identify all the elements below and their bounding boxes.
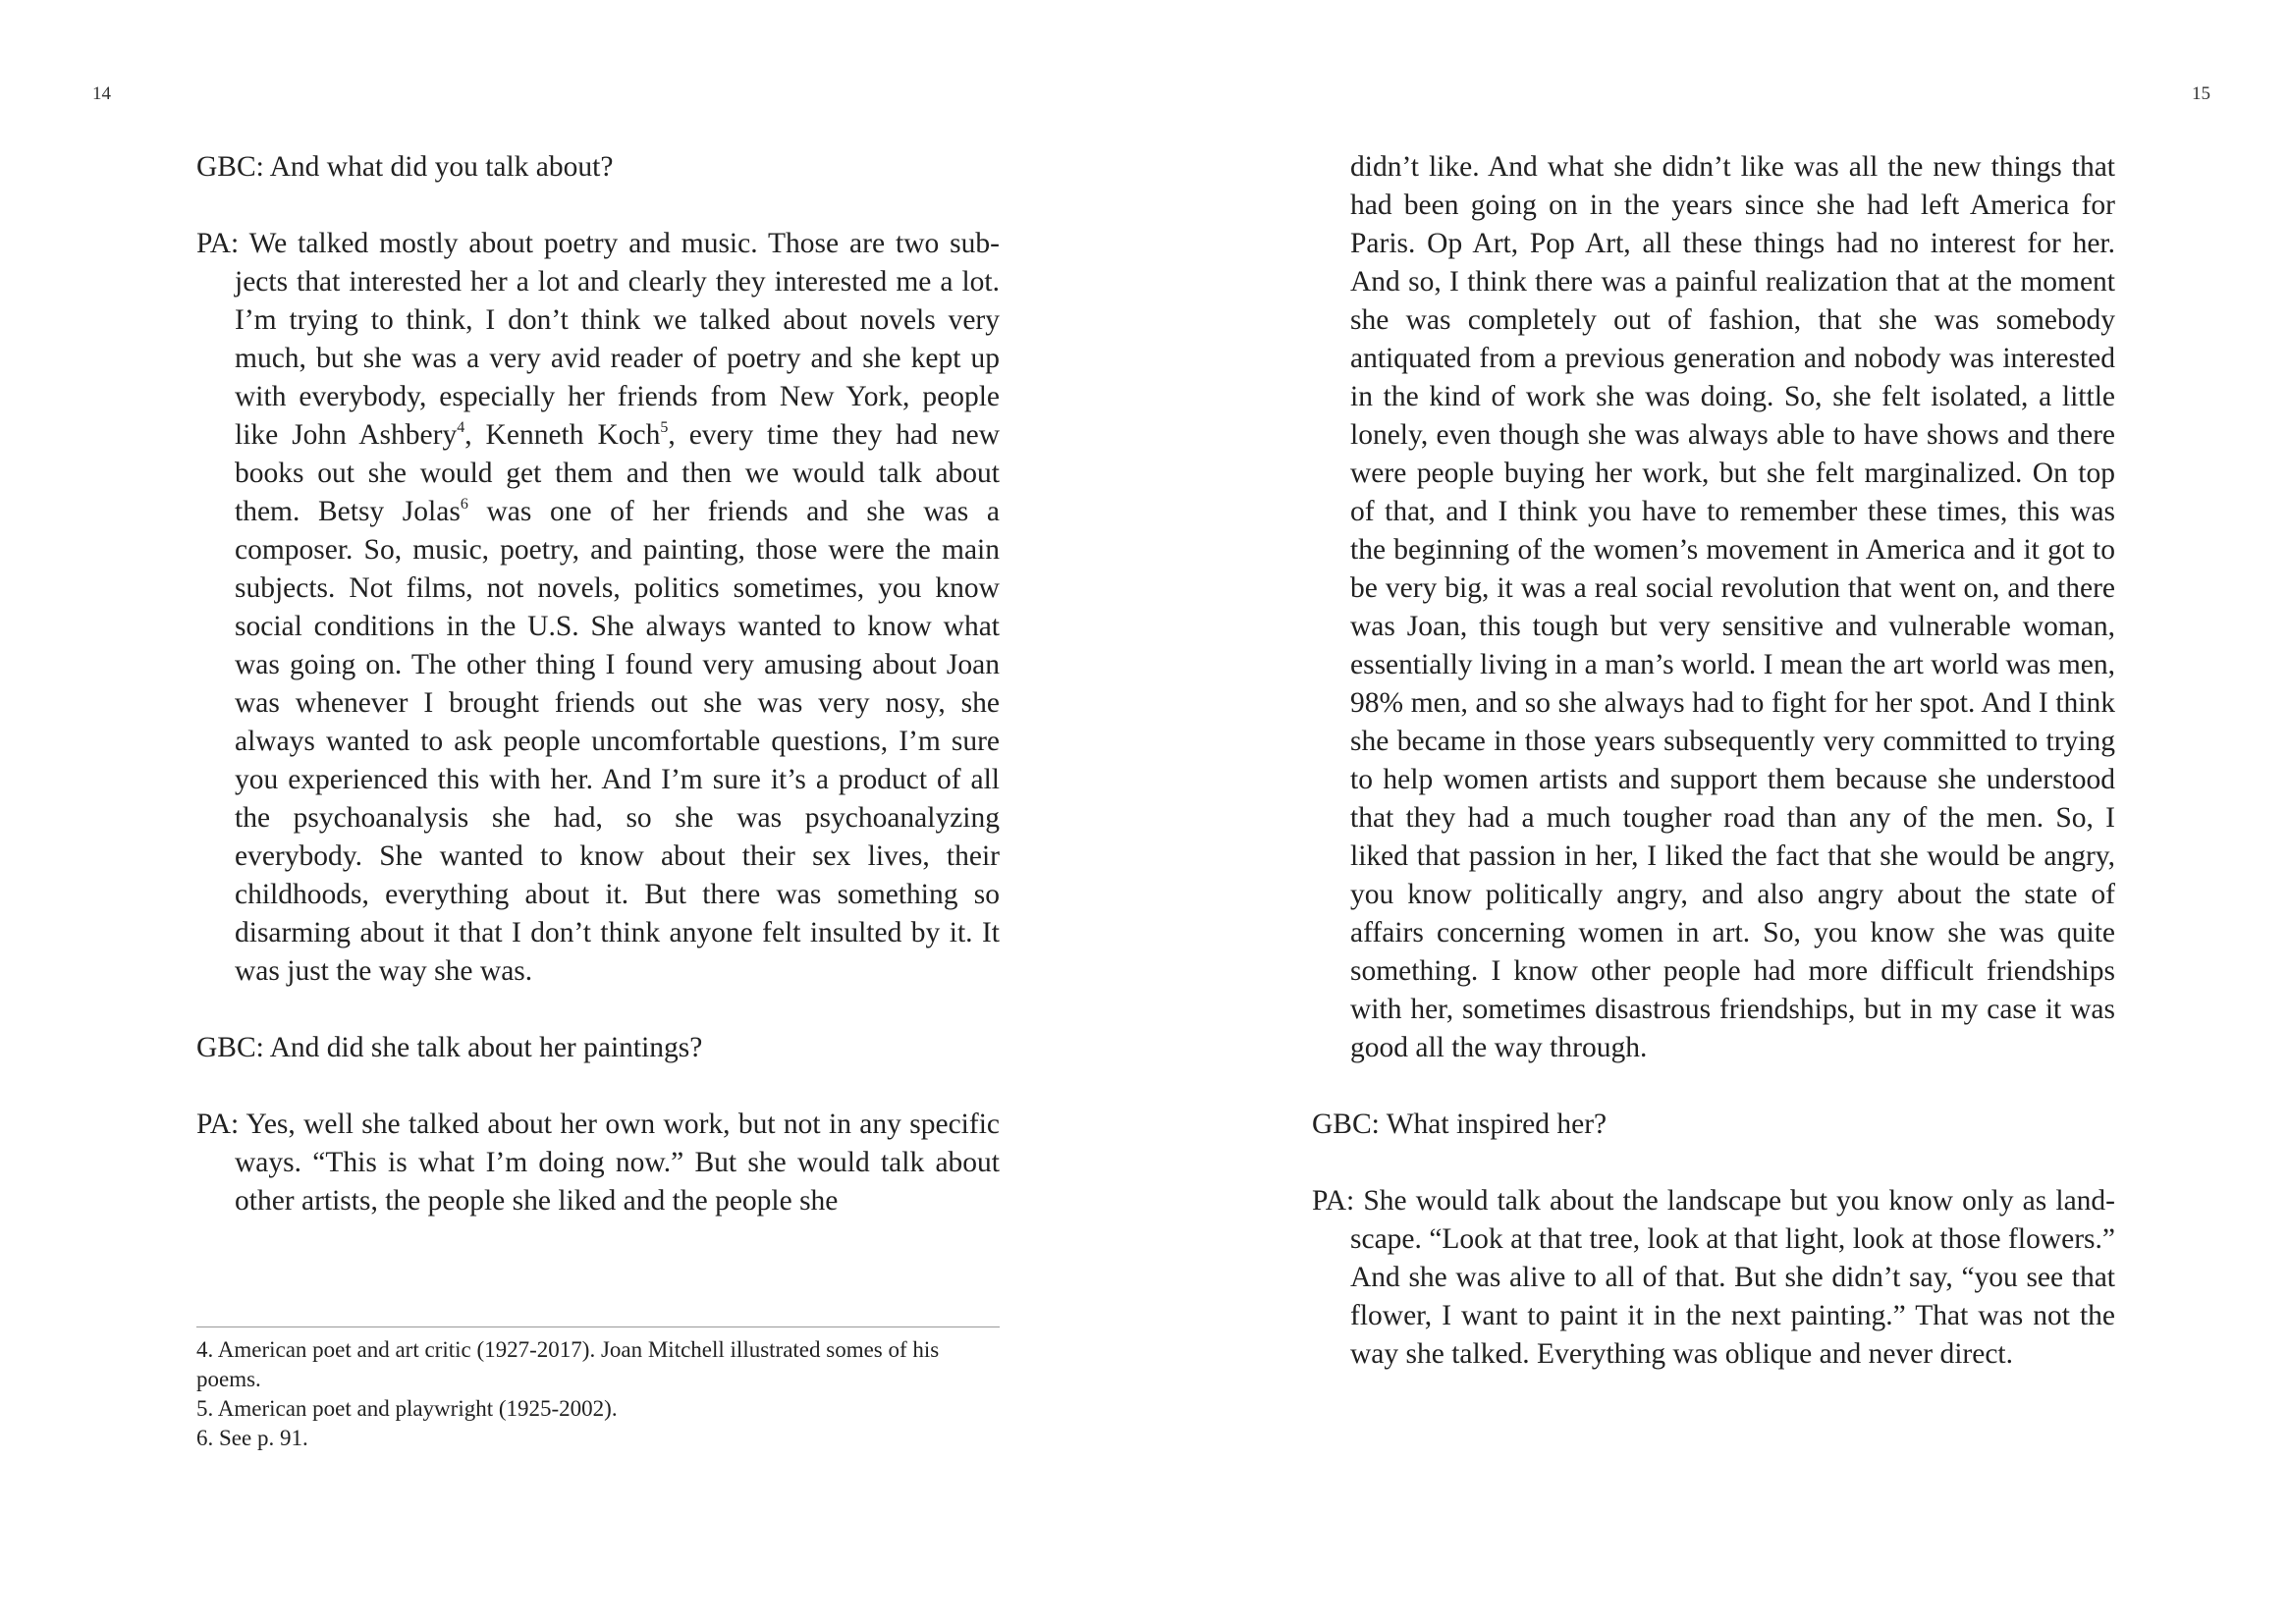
left-column xyxy=(196,148,1000,1220)
right-column xyxy=(1312,148,2115,1374)
paragraph-gbc-question-3: GBC: What inspired her? xyxy=(1312,1109,1608,1140)
footnote-5: 5. American poet and playwright (1925-2002). xyxy=(196,1396,618,1421)
paragraph-gbc-question-2: GBC: And did she talk about her paintings? xyxy=(196,1032,703,1063)
footnote-6: 6. See p. 91. xyxy=(196,1426,308,1450)
page-number-right: 15 xyxy=(2192,83,2210,104)
footnote-ref-5[interactable]: 5 xyxy=(660,419,669,436)
left-page xyxy=(0,0,1144,1624)
footnote-ref-6[interactable]: 6 xyxy=(460,496,468,513)
paragraph-segment: was one of her friends and she was a composer. So, music, poetry, and painting, those were the main subjects. Not films, not novels, politics sometimes, you know social conditions in the U.S. She always wanted to know what was going on. The other thing I found very amusing about Joan was whenever I brought friends out she was very nosy, she always wanted to ask people uncomfortable questions, I’m sure you experienced this with her. And I’m sure it’s a product of all the psychoanalysis she had, so she was psychoanalyzing everybody. She wanted to know about their sex lives, their childhoods, everything about it. But there was something so disarming about it that I don’t think anyone felt insulted by it. It was just the way she was. xyxy=(235,496,1000,987)
paragraph-pa-answer-3: PA: She would talk about the landscape but you know only as landscape. “Look at that tree, look at that light, look at those flowers.” And she was alive to all of that. But she didn’t say, “you see that flower, I want to paint it in the next painting.” That was not the way she talked. Everything was oblique and never direct. xyxy=(1312,1185,2115,1370)
footnote-ref-4[interactable]: 4 xyxy=(457,419,465,436)
paragraph-segment: , Kenneth Koch xyxy=(464,419,661,451)
paragraph-segment: , every time they had new books out she would get them and then we would talk about them. Betsy Jolas xyxy=(235,419,1000,527)
footnote-4: 4. American poet and art critic (1927-2017). Joan Mitchell illustrated somes of his poems. xyxy=(196,1337,940,1391)
paragraph-segment: PA: We talked mostly about poetry and music. Those are two subjects that interested her a lot and clearly they interested me a lot. I’m trying to think, I don’t think we talked about novels very much, but she was a very avid reader of poetry and she kept up with everybody, especially her friends from New York, people like John Ashbery xyxy=(196,228,1000,451)
footnotes xyxy=(196,1326,1000,1453)
paragraph-pa-answer-2: PA: Yes, well she talked about her own work, but not in any specific ways. “This is what I’m doing now.” But she would talk about other artists, the people she liked and the people she xyxy=(196,1109,1000,1217)
paragraph-gbc-question-1: GBC: And what did you talk about? xyxy=(196,151,614,183)
page-number-left: 14 xyxy=(92,83,111,104)
paragraph-pa-answer-continued: didn’t like. And what she didn’t like was all the new things that had been going on in the years since she had left America for Paris. Op Art, Pop Art, all these things had no interest for her. And so, I think there was a painful realization that at the moment she was completely out of fashion, that she was somebody antiquated from a previous generation and nobody was interested in the kind of work she was doing. So, she felt isolated, a little lonely, even though she was always able to have shows and there were people buying her work, but she felt marginalized. On top of that, and I think you have to remember these times, this was the beginning of the women’s movement in America and it got to be very big, it was a real social revolution that went on, and there was Joan, this tough but very sensitive and vulnerable woman, essentially living in a man’s world. I mean the art world was men, 98% men, and so she always had to fight for her spot. And I think she became in those years subsequently very committed to trying to help women artists and support them because she understood that they had a much tougher road than any of the men. So, I liked that passion in her, I liked the fact that she would be angry, you know politically angry, and also angry about the state of affairs concerning women in art. So, you know she was quite something. I know other people had more difficult friendships with her, sometimes disastrous friendships, but in my case it was good all the way through. xyxy=(1350,151,2115,1063)
paragraph-pa-answer-1 xyxy=(196,225,1000,991)
